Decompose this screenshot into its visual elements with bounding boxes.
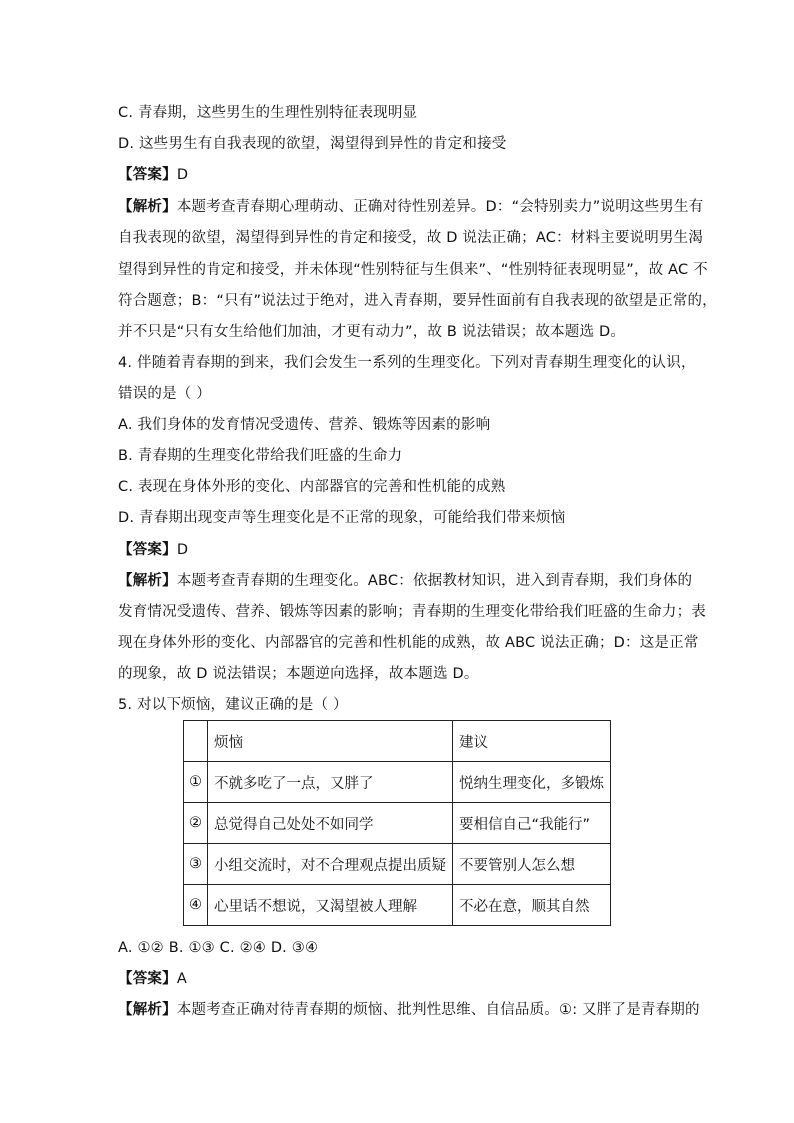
q4-stem-line-2: 错误的是（ ） bbox=[118, 386, 212, 402]
table-header-trouble: 烦恼 bbox=[208, 721, 453, 762]
q4-answer bbox=[118, 540, 188, 560]
table-row bbox=[184, 803, 611, 844]
advice-cell: 不要管别人怎么想 bbox=[453, 844, 611, 885]
advice-cell: 要相信自己“我能行” bbox=[453, 803, 611, 844]
trouble-advice-table bbox=[183, 720, 611, 926]
table-header-advice: 建议 bbox=[453, 721, 611, 762]
q3-analysis-line-2: 自我表现的欲望，渴望得到异性的肯定和接受，故 D 说法正确；AC：材料主要说明男生渴 bbox=[118, 230, 704, 246]
analysis-label: 【解析】 bbox=[118, 1002, 177, 1018]
q3-analysis-line-5: 并不只是“只有女生给他们加油，才更有动力”，故 B 说法错误；故本题选 D。 bbox=[118, 324, 626, 340]
q4-option-a: A. 我们身体的发育情况受遗传、营养、锻炼等因素的影响 bbox=[118, 417, 491, 433]
q3-analysis-line-3: 望得到异性的肯定和接受，并未体现“性别特征与生俱来”、“性别特征表现明显”，故 AC 不 bbox=[118, 262, 708, 278]
q4-option-c: C. 表现在身体外形的变化、内部器官的完善和性机能的成熟 bbox=[118, 479, 506, 495]
q5-stem: 5. 对以下烦恼，建议正确的是（ ） bbox=[118, 697, 348, 713]
trouble-cell: 心里话不想说，又渴望被人理解 bbox=[208, 885, 453, 926]
q3-analysis-line-4: 符合题意；B：“只有”说法过于绝对，进入青春期，要异性面前有自我表现的欲望是正常的， bbox=[118, 293, 717, 309]
q3-option-d: D. 这些男生有自我表现的欲望，渴望得到异性的肯定和接受 bbox=[118, 136, 507, 152]
advice-cell: 不必在意，顺其自然 bbox=[453, 885, 611, 926]
q3-answer bbox=[118, 165, 188, 185]
analysis-label: 【解析】 bbox=[118, 573, 177, 589]
q3-option-c: C. 青春期，这些男生的生理性别特征表现明显 bbox=[118, 105, 418, 121]
q4-analysis-line-3: 现在身体外形的变化、内部器官的完善和性机能的成熟，故 ABC 说法正确；D：这是正常 bbox=[118, 635, 699, 651]
table-header-cell bbox=[184, 721, 208, 762]
row-number: ② bbox=[184, 803, 208, 844]
q5-answer bbox=[118, 969, 187, 989]
analysis-text: 本题考查青春期的生理变化。ABC：依据教材知识，进入到青春期，我们身体的 bbox=[176, 573, 693, 589]
answer-value: D bbox=[176, 167, 189, 183]
q5-analysis-line-1 bbox=[118, 1000, 700, 1020]
table-row bbox=[184, 885, 611, 926]
row-number: ④ bbox=[184, 885, 208, 926]
q4-stem-line-1: 4. 伴随着青春期的到来，我们会发生一系列的生理变化。下列对青春期生理变化的认识， bbox=[118, 355, 696, 371]
q3-analysis-line-1 bbox=[118, 197, 703, 217]
analysis-label: 【解析】 bbox=[118, 199, 177, 215]
q4-analysis-line-1 bbox=[118, 571, 692, 591]
row-number: ① bbox=[184, 762, 208, 803]
trouble-cell: 小组交流时，对不合理观点提出质疑 bbox=[208, 844, 453, 885]
table-row bbox=[184, 844, 611, 885]
answer-value: D bbox=[176, 542, 189, 558]
table-row bbox=[184, 762, 611, 803]
answer-label: 【答案】 bbox=[118, 542, 177, 558]
advice-cell: 悦纳生理变化，多锻炼 bbox=[453, 762, 611, 803]
q5-choices: A. ①② B. ①③ C. ②④ D. ③④ bbox=[118, 940, 319, 956]
trouble-cell: 不就多吃了一点，又胖了 bbox=[208, 762, 453, 803]
analysis-text: 本题考查青春期心理萌动、正确对待性别差异。D：“会特别卖力”说明这些男生有 bbox=[176, 199, 704, 215]
table-header-row bbox=[184, 721, 611, 762]
trouble-cell: 总觉得自己处处不如同学 bbox=[208, 803, 453, 844]
answer-label: 【答案】 bbox=[118, 971, 177, 987]
q4-option-b: B. 青春期的生理变化带给我们旺盛的生命力 bbox=[118, 448, 403, 464]
analysis-text: 本题考查正确对待青春期的烦恼、批判性思维、自信品质。①: 又胖了是青春期的 bbox=[176, 1002, 700, 1018]
answer-value: A bbox=[176, 971, 187, 987]
answer-label: 【答案】 bbox=[118, 167, 177, 183]
q4-option-d: D. 青春期出现变声等生理变化是不正常的现象，可能给我们带来烦恼 bbox=[118, 510, 566, 526]
q4-analysis-line-2: 发育情况受遗传、营养、锻炼等因素的影响；青春期的生理变化带给我们旺盛的生命力；表 bbox=[118, 604, 706, 620]
row-number: ③ bbox=[184, 844, 208, 885]
q4-analysis-line-4: 的现象，故 D 说法错误；本题逆向选择，故本题选 D。 bbox=[118, 666, 479, 682]
